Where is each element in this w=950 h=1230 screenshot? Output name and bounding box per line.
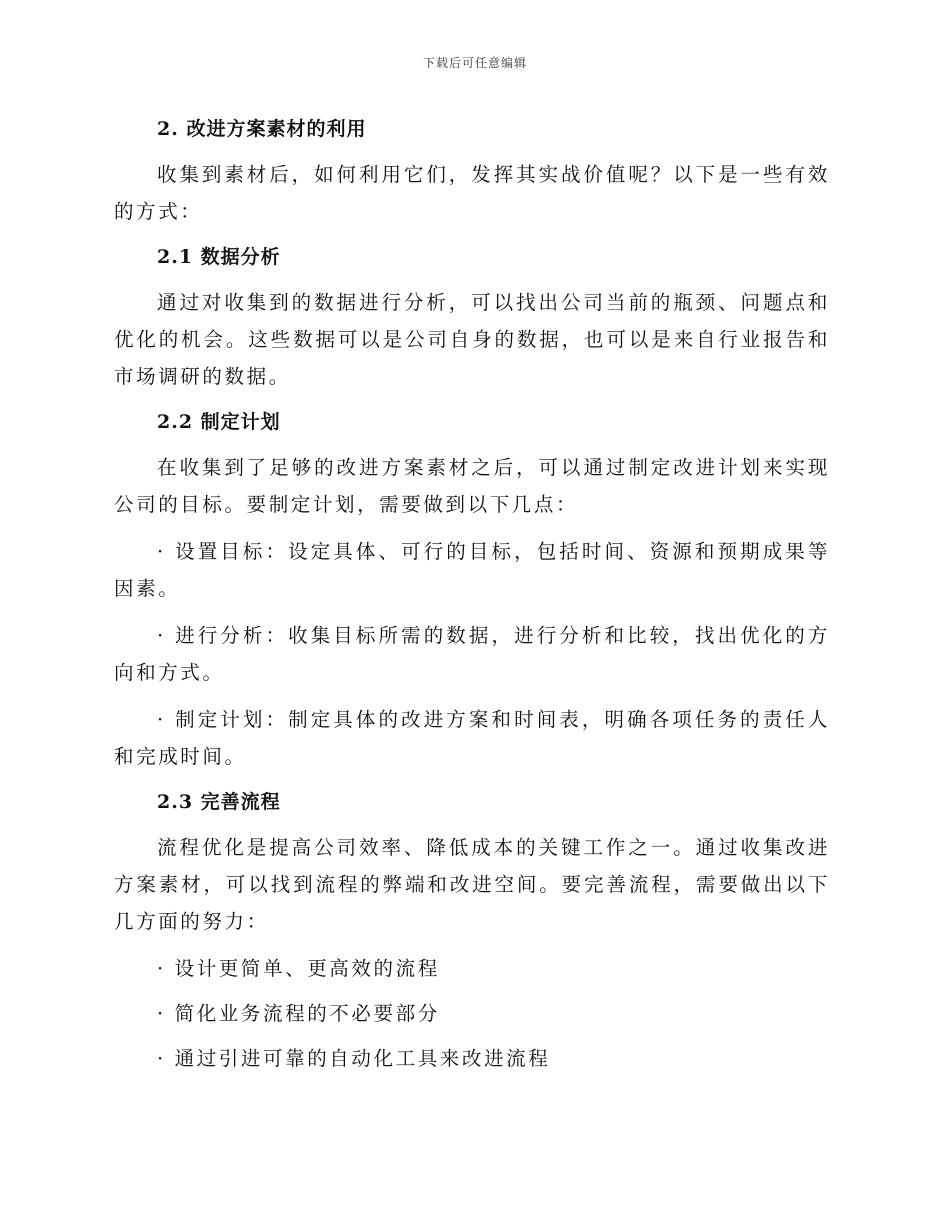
section-heading-2-3: 2.3 完善流程 (157, 791, 281, 813)
bullet-item: · 制定计划：制定具体的改进方案和时间表，明确各项任务的责任人和完成时间。 (114, 708, 830, 768)
bullet-item: · 设置目标：设定具体、可行的目标，包括时间、资源和预期成果等因素。 (114, 540, 830, 600)
paragraph-2-3: 流程优化是提高公司效率、降低成本的关键工作之一。通过收集改进方案素材，可以找到流程的弊端和改进空间。要完善流程，需要做出以下几方面的努力： (114, 836, 830, 933)
paragraph-2-1: 通过对收集到的数据进行分析，可以找出公司当前的瓶颈、问题点和优化的机会。这些数据可以是公司自身的数据，也可以是来自行业报告和市场调研的数据。 (114, 291, 830, 388)
bullet-item: · 设计更简单、更高效的流程 (157, 957, 440, 980)
document-body (114, 112, 830, 1085)
section-heading-2-1: 2.1 数据分析 (157, 246, 281, 268)
header-note: 下载后可任意编辑 (422, 56, 527, 70)
bullet-item: · 进行分析：收集目标所需的数据，进行分析和比较，找出优化的方向和方式。 (114, 624, 830, 684)
bullet-item: · 通过引进可靠的自动化工具来改进流程 (157, 1047, 551, 1070)
paragraph-2-2: 在收集到了足够的改进方案素材之后，可以通过制定改进计划来实现公司的目标。要制定计划，需要做到以下几点： (114, 456, 830, 516)
intro-paragraph: 收集到素材后，如何利用它们，发挥其实战价值呢？以下是一些有效的方式： (114, 163, 830, 223)
bullet-item: · 简化业务流程的不必要部分 (157, 1002, 440, 1025)
section-heading-2: 2. 改进方案素材的利用 (157, 118, 367, 140)
section-heading-2-2: 2.2 制定计划 (157, 411, 281, 433)
